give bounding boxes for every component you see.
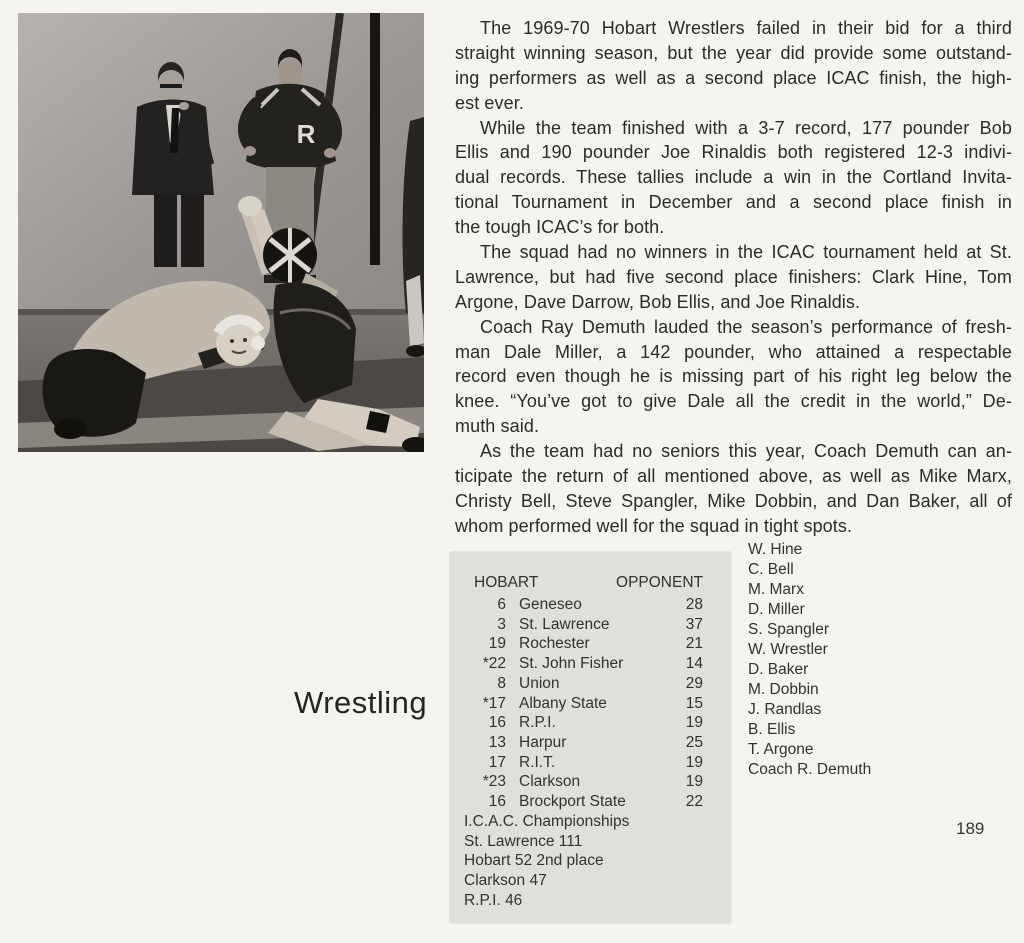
- article-line: dual records. These tallies include a win in the Cortland Invita-: [455, 167, 1012, 188]
- home-score: 13: [488, 733, 506, 751]
- article-line: record even though he is missing part of his right leg below the: [455, 366, 1012, 387]
- home-score: *22: [482, 655, 506, 673]
- table-row: [450, 753, 731, 773]
- home-score: 6: [497, 596, 506, 613]
- table-row: [450, 772, 731, 792]
- roster-name: B. Ellis: [748, 721, 796, 738]
- away-score: 19: [685, 714, 703, 732]
- opponent-name: Rochester: [519, 635, 590, 653]
- opponent-name: St. Lawrence: [519, 615, 610, 633]
- article-line: whom performed well for the squad in tight spots.: [455, 515, 853, 536]
- away-score: 21: [685, 635, 703, 653]
- roster-name: M. Dobbin: [748, 681, 819, 698]
- table-row: [450, 792, 731, 812]
- scoreboard-footer: [450, 812, 731, 911]
- home-score: 16: [488, 714, 506, 732]
- section-title: Wrestling: [294, 685, 428, 720]
- article-line: The 1969-70 Hobart Wrestlers failed in their bid for a third: [480, 18, 1012, 38]
- article-line: man Dale Miller, a 142 pounder, who attained a respectable: [455, 341, 1012, 362]
- championship-line: Hobart 52 2nd place: [464, 852, 604, 870]
- away-score: 19: [685, 753, 703, 771]
- home-score: 8: [497, 674, 506, 692]
- article-text: [455, 16, 1012, 539]
- roster-name: C. Bell: [748, 561, 794, 578]
- roster-name: Coach R. Demuth: [748, 761, 872, 778]
- roster-name: W. Hine: [748, 541, 803, 558]
- roster-name: S. Spangler: [748, 621, 829, 638]
- article-line: straight winning season, but the year did provide some outstand-: [455, 42, 1012, 63]
- article-line: muth said.: [455, 416, 540, 437]
- article-line: knee. “You’ve got to give Dale all the credit in the world,” De-: [455, 391, 1012, 412]
- championship-line: St. Lawrence 111: [464, 832, 583, 850]
- wrestling-photo-illustration: [18, 13, 424, 452]
- article-line: As the team had no seniors this year, Coach Demuth can an-: [480, 441, 1012, 462]
- table-row: [450, 694, 731, 714]
- table-row: [450, 733, 731, 753]
- home-score: 17: [488, 753, 506, 771]
- article-line: the tough ICAC’s for both.: [455, 217, 665, 238]
- article-line: est ever.: [455, 92, 524, 113]
- opponent-name: Harpur: [519, 733, 567, 751]
- scoreboard-header: [450, 573, 731, 595]
- roster-name: T. Argone: [748, 741, 814, 758]
- table-row: [450, 674, 731, 694]
- article-line: Lawrence, but had five second place finishers: Clark Hine, Tom: [455, 266, 1012, 287]
- table-row: [450, 634, 731, 654]
- opponent-name: Clarkson: [519, 773, 581, 791]
- opponent-name: Albany State: [519, 694, 607, 712]
- opponent-name: R.P.I.: [519, 714, 556, 732]
- home-score: 16: [488, 793, 506, 811]
- table-row: [450, 713, 731, 733]
- article-line: Coach Ray Demuth lauded the season’s performance of fresh-: [480, 316, 1012, 337]
- away-score: 29: [685, 674, 703, 692]
- home-score: *23: [482, 773, 506, 791]
- article-line: ing performers as well as a second place ICAC finish, the high-: [455, 67, 1012, 88]
- opponent-name: St. John Fisher: [519, 655, 624, 673]
- home-score: *17: [482, 694, 506, 712]
- article-line: The squad had no winners in the ICAC tournament held at St.: [480, 242, 1012, 263]
- opponent-name: R.I.T.: [519, 753, 556, 771]
- roster-name: W. Wrestler: [748, 641, 828, 658]
- table-row: [450, 595, 731, 615]
- away-score: 37: [685, 615, 703, 633]
- article-line: ticipate the return of all mentioned above, as well as Mike Marx,: [455, 466, 1012, 487]
- vertical-pole: [370, 13, 380, 265]
- home-score: 19: [488, 635, 506, 653]
- roster-name: M. Marx: [748, 581, 804, 598]
- roster-name: J. Randlas: [748, 701, 822, 718]
- scoreboard-away-label: OPPONENT: [616, 574, 703, 591]
- table-row: [450, 615, 731, 635]
- wrestling-photo: [18, 13, 424, 452]
- opponent-name: Geneseo: [519, 596, 582, 613]
- away-score: 19: [685, 773, 703, 791]
- away-score: 15: [685, 694, 703, 712]
- away-score: 22: [685, 793, 703, 811]
- championship-line: I.C.A.C. Championships: [464, 812, 630, 830]
- away-score: 14: [685, 655, 703, 673]
- scoreboard-home-label: HOBART: [474, 574, 539, 591]
- sweatshirt-letter: R: [296, 119, 316, 149]
- championship-line: R.P.I. 46: [464, 891, 523, 909]
- home-score: 3: [497, 615, 506, 633]
- scoreboard: [450, 552, 731, 923]
- article-line: tional Tournament in December and a second place finish in: [455, 192, 1012, 213]
- roster-list: [748, 540, 871, 780]
- opponent-name: Union: [519, 674, 560, 692]
- article-line: Christy Bell, Steve Spangler, Mike Dobbin, and Dan Baker, all of: [455, 490, 1012, 511]
- article-line: Argone, Dave Darrow, Bob Ellis, and Joe Rinaldis.: [455, 291, 861, 312]
- away-score: 25: [685, 733, 703, 751]
- away-score: 28: [685, 596, 703, 613]
- roster-name: D. Miller: [748, 601, 805, 618]
- article-line: While the team finished with a 3-7 record, 177 pounder Bob: [480, 117, 1012, 138]
- photo-wall: [18, 13, 424, 315]
- article-line: Ellis and 190 pounder Joe Rinaldis both registered 12-3 indivi-: [455, 142, 1012, 163]
- table-row: [450, 654, 731, 674]
- championship-line: Clarkson 47: [464, 872, 547, 890]
- opponent-name: Brockport State: [519, 793, 626, 811]
- roster-name: D. Baker: [748, 661, 809, 678]
- scoreboard-rows: [450, 595, 731, 812]
- page-number: 189: [956, 819, 985, 838]
